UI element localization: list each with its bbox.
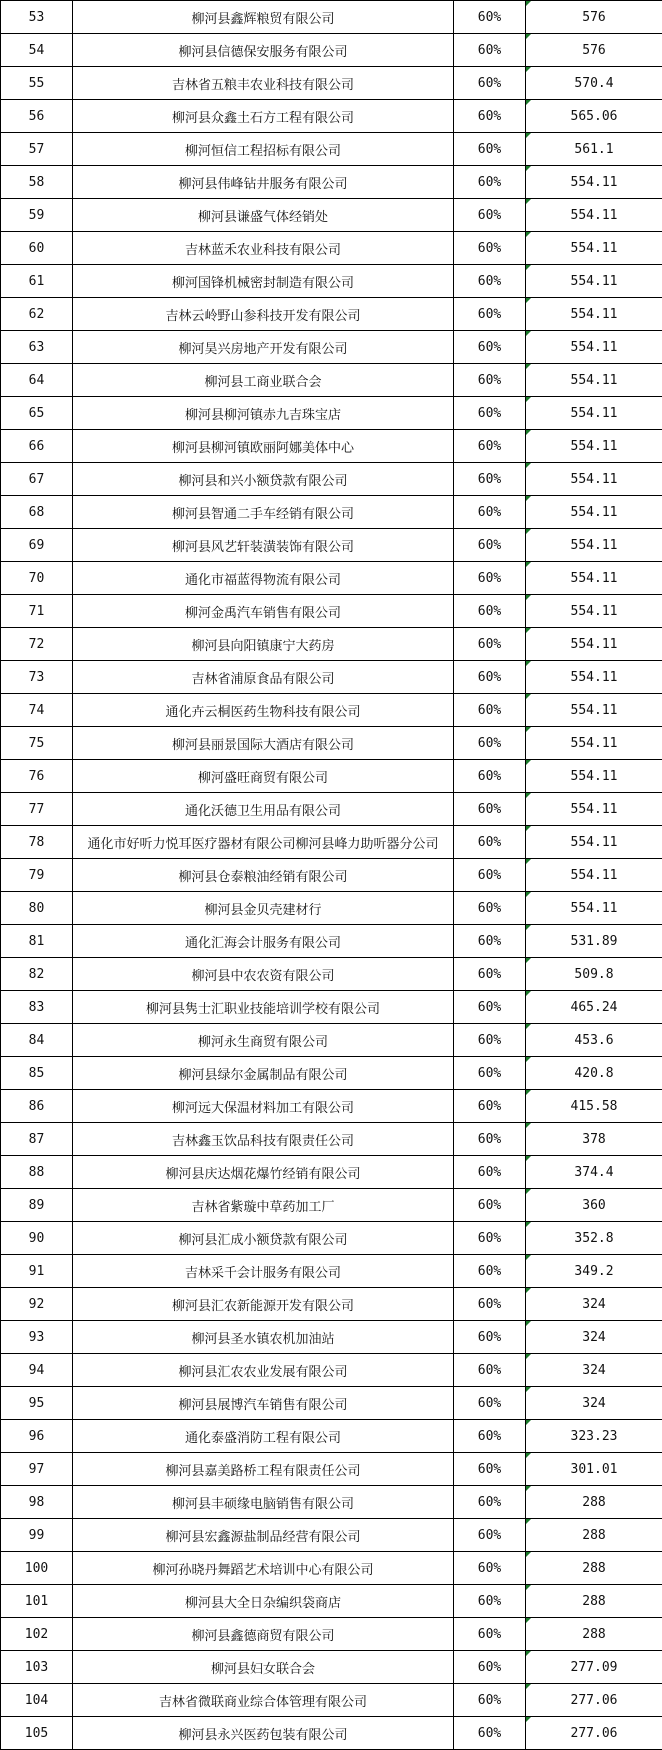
amount-cell: 565.06: [526, 100, 662, 133]
company-name-cell: 通化沃德卫生用品有限公司: [73, 793, 454, 826]
percentage-cell: 60%: [454, 1552, 526, 1585]
table-row: [1, 1618, 662, 1651]
company-name-cell: 柳河县向阳镇康宁大药房: [73, 628, 454, 661]
row-number-cell: 63: [1, 331, 73, 364]
percentage-cell: 60%: [454, 1651, 526, 1684]
percentage-cell: 60%: [454, 298, 526, 331]
row-number-cell: 90: [1, 1222, 73, 1255]
company-name-cell: 吉林省浦原食品有限公司: [73, 661, 454, 694]
percentage-cell: 60%: [454, 1288, 526, 1321]
row-number-cell: 86: [1, 1090, 73, 1123]
row-number-cell: 65: [1, 397, 73, 430]
row-number-cell: 73: [1, 661, 73, 694]
table-row: [1, 1, 662, 34]
row-number-cell: 74: [1, 694, 73, 727]
row-number-cell: 67: [1, 463, 73, 496]
percentage-cell: 60%: [454, 925, 526, 958]
table-row: [1, 793, 662, 826]
amount-cell: 554.11: [526, 298, 662, 331]
amount-cell: 576: [526, 1, 662, 34]
company-name-cell: 柳河县庆达烟花爆竹经销有限公司: [73, 1156, 454, 1189]
company-name-cell: 柳河县丽景国际大酒店有限公司: [73, 727, 454, 760]
percentage-cell: 60%: [454, 496, 526, 529]
amount-cell: 554.11: [526, 793, 662, 826]
amount-cell: 420.8: [526, 1057, 662, 1090]
amount-cell: 509.8: [526, 958, 662, 991]
percentage-cell: 60%: [454, 1420, 526, 1453]
amount-cell: 277.06: [526, 1717, 662, 1750]
table-row: [1, 1090, 662, 1123]
company-name-cell: 柳河县信德保安服务有限公司: [73, 34, 454, 67]
company-name-cell: 吉林省紫璇中草药加工厂: [73, 1189, 454, 1222]
percentage-cell: 60%: [454, 1090, 526, 1123]
percentage-cell: 60%: [454, 1717, 526, 1750]
company-name-cell: 柳河县仓泰粮油经销有限公司: [73, 859, 454, 892]
company-name-cell: 柳河县嘉美路桥工程有限责任公司: [73, 1453, 454, 1486]
row-number-cell: 78: [1, 826, 73, 859]
percentage-cell: 60%: [454, 1123, 526, 1156]
row-number-cell: 87: [1, 1123, 73, 1156]
percentage-cell: 60%: [454, 595, 526, 628]
amount-cell: 374.4: [526, 1156, 662, 1189]
company-name-cell: 柳河县伟峰钻井服务有限公司: [73, 166, 454, 199]
percentage-cell: 60%: [454, 760, 526, 793]
percentage-cell: 60%: [454, 991, 526, 1024]
row-number-cell: 62: [1, 298, 73, 331]
amount-cell: 453.6: [526, 1024, 662, 1057]
table-row: [1, 1156, 662, 1189]
company-name-cell: 通化汇海会计服务有限公司: [73, 925, 454, 958]
percentage-cell: 60%: [454, 364, 526, 397]
row-number-cell: 76: [1, 760, 73, 793]
amount-cell: 576: [526, 34, 662, 67]
amount-cell: 554.11: [526, 496, 662, 529]
percentage-cell: 60%: [454, 1486, 526, 1519]
percentage-cell: 60%: [454, 727, 526, 760]
row-number-cell: 59: [1, 199, 73, 232]
table-row: [1, 133, 662, 166]
table-row: [1, 826, 662, 859]
amount-cell: 554.11: [526, 232, 662, 265]
row-number-cell: 81: [1, 925, 73, 958]
amount-cell: 554.11: [526, 463, 662, 496]
table-row: [1, 1552, 662, 1585]
amount-cell: 378: [526, 1123, 662, 1156]
percentage-cell: 60%: [454, 1387, 526, 1420]
row-number-cell: 85: [1, 1057, 73, 1090]
table-row: [1, 694, 662, 727]
percentage-cell: 60%: [454, 133, 526, 166]
amount-cell: 554.11: [526, 661, 662, 694]
company-name-cell: 吉林鑫玉饮品科技有限责任公司: [73, 1123, 454, 1156]
row-number-cell: 75: [1, 727, 73, 760]
table-row: [1, 925, 662, 958]
amount-cell: 554.11: [526, 265, 662, 298]
company-name-cell: 通化市福蓝得物流有限公司: [73, 562, 454, 595]
percentage-cell: 60%: [454, 67, 526, 100]
row-number-cell: 58: [1, 166, 73, 199]
percentage-cell: 60%: [454, 265, 526, 298]
table-row: [1, 1519, 662, 1552]
amount-cell: 554.11: [526, 364, 662, 397]
company-name-cell: 柳河县丰硕缘电脑销售有限公司: [73, 1486, 454, 1519]
company-name-cell: 通化卉云桐医药生物科技有限公司: [73, 694, 454, 727]
table-row: [1, 100, 662, 133]
company-name-cell: 柳河县汇成小额贷款有限公司: [73, 1222, 454, 1255]
amount-cell: 554.11: [526, 430, 662, 463]
table-row: [1, 1585, 662, 1618]
company-name-cell: 柳河县谦盛气体经销处: [73, 199, 454, 232]
company-name-cell: 柳河县大全日杂编织袋商店: [73, 1585, 454, 1618]
company-name-cell: 柳河盛旺商贸有限公司: [73, 760, 454, 793]
table-row: [1, 1321, 662, 1354]
row-number-cell: 60: [1, 232, 73, 265]
row-number-cell: 99: [1, 1519, 73, 1552]
company-name-cell: 柳河县风艺轩装潢装饰有限公司: [73, 529, 454, 562]
company-name-cell: 柳河县柳河镇赤九吉珠宝店: [73, 397, 454, 430]
company-name-cell: 柳河孙晓丹舞蹈艺术培训中心有限公司: [73, 1552, 454, 1585]
amount-cell: 277.06: [526, 1684, 662, 1717]
percentage-cell: 60%: [454, 1156, 526, 1189]
company-name-cell: 吉林省微联商业综合体管理有限公司: [73, 1684, 454, 1717]
percentage-cell: 60%: [454, 199, 526, 232]
percentage-cell: 60%: [454, 430, 526, 463]
percentage-cell: 60%: [454, 1585, 526, 1618]
row-number-cell: 69: [1, 529, 73, 562]
amount-cell: 554.11: [526, 199, 662, 232]
amount-cell: 301.01: [526, 1453, 662, 1486]
amount-cell: 288: [526, 1552, 662, 1585]
row-number-cell: 70: [1, 562, 73, 595]
amount-cell: 561.1: [526, 133, 662, 166]
row-number-cell: 54: [1, 34, 73, 67]
amount-cell: 288: [526, 1486, 662, 1519]
percentage-cell: 60%: [454, 100, 526, 133]
percentage-cell: 60%: [454, 1, 526, 34]
company-name-cell: 吉林采千会计服务有限公司: [73, 1255, 454, 1288]
percentage-cell: 60%: [454, 1684, 526, 1717]
company-name-cell: 柳河县中农农资有限公司: [73, 958, 454, 991]
row-number-cell: 53: [1, 1, 73, 34]
company-name-cell: 柳河县隽士汇职业技能培训学校有限公司: [73, 991, 454, 1024]
company-name-cell: 柳河县众鑫土石方工程有限公司: [73, 100, 454, 133]
amount-cell: 554.11: [526, 892, 662, 925]
percentage-cell: 60%: [454, 661, 526, 694]
table-row: [1, 1222, 662, 1255]
company-name-cell: 柳河县绿尔金属制品有限公司: [73, 1057, 454, 1090]
amount-cell: 554.11: [526, 628, 662, 661]
company-name-cell: 柳河昊兴房地产开发有限公司: [73, 331, 454, 364]
percentage-cell: 60%: [454, 1321, 526, 1354]
amount-cell: 288: [526, 1618, 662, 1651]
percentage-cell: 60%: [454, 166, 526, 199]
table-row: [1, 1057, 662, 1090]
table-row: [1, 1354, 662, 1387]
table-row: [1, 1717, 662, 1750]
row-number-cell: 66: [1, 430, 73, 463]
amount-cell: 570.4: [526, 67, 662, 100]
percentage-cell: 60%: [454, 1222, 526, 1255]
percentage-cell: 60%: [454, 1519, 526, 1552]
percentage-cell: 60%: [454, 397, 526, 430]
row-number-cell: 88: [1, 1156, 73, 1189]
table-row: [1, 1189, 662, 1222]
row-number-cell: 71: [1, 595, 73, 628]
percentage-cell: 60%: [454, 34, 526, 67]
amount-cell: 554.11: [526, 331, 662, 364]
company-name-cell: 柳河县汇农新能源开发有限公司: [73, 1288, 454, 1321]
table-row: [1, 562, 662, 595]
company-name-cell: 柳河县妇女联合会: [73, 1651, 454, 1684]
table-row: [1, 232, 662, 265]
row-number-cell: 64: [1, 364, 73, 397]
table-row: [1, 364, 662, 397]
table-row: [1, 1288, 662, 1321]
table-row: [1, 199, 662, 232]
amount-cell: 531.89: [526, 925, 662, 958]
row-number-cell: 83: [1, 991, 73, 1024]
row-number-cell: 100: [1, 1552, 73, 1585]
company-name-cell: 柳河县金贝壳建材行: [73, 892, 454, 925]
percentage-cell: 60%: [454, 1024, 526, 1057]
percentage-cell: 60%: [454, 859, 526, 892]
table-row: [1, 892, 662, 925]
row-number-cell: 89: [1, 1189, 73, 1222]
row-number-cell: 84: [1, 1024, 73, 1057]
table-row: [1, 397, 662, 430]
table-row: [1, 1684, 662, 1717]
table-row: [1, 529, 662, 562]
table-row: [1, 1387, 662, 1420]
amount-cell: 288: [526, 1519, 662, 1552]
percentage-cell: 60%: [454, 958, 526, 991]
amount-cell: 554.11: [526, 562, 662, 595]
company-name-cell: 柳河县鑫德商贸有限公司: [73, 1618, 454, 1651]
row-number-cell: 82: [1, 958, 73, 991]
amount-cell: 554.11: [526, 859, 662, 892]
table-row: [1, 859, 662, 892]
amount-cell: 349.2: [526, 1255, 662, 1288]
table-row: [1, 331, 662, 364]
row-number-cell: 93: [1, 1321, 73, 1354]
company-name-cell: 柳河县圣水镇农机加油站: [73, 1321, 454, 1354]
row-number-cell: 55: [1, 67, 73, 100]
percentage-cell: 60%: [454, 463, 526, 496]
table-body: [1, 1, 662, 1750]
amount-cell: 415.58: [526, 1090, 662, 1123]
company-name-cell: 柳河县智通二手车经销有限公司: [73, 496, 454, 529]
table-row: [1, 595, 662, 628]
company-name-cell: 柳河远大保温材料加工有限公司: [73, 1090, 454, 1123]
amount-cell: 360: [526, 1189, 662, 1222]
company-name-cell: 柳河县汇农农业发展有限公司: [73, 1354, 454, 1387]
company-name-cell: 通化市好听力悦耳医疗器材有限公司柳河县峰力助听器分公司: [73, 826, 454, 859]
amount-cell: 554.11: [526, 397, 662, 430]
amount-cell: 554.11: [526, 727, 662, 760]
row-number-cell: 94: [1, 1354, 73, 1387]
company-name-cell: 柳河县展博汽车销售有限公司: [73, 1387, 454, 1420]
table-row: [1, 1486, 662, 1519]
company-name-cell: 柳河县工商业联合会: [73, 364, 454, 397]
row-number-cell: 96: [1, 1420, 73, 1453]
table-row: [1, 265, 662, 298]
percentage-cell: 60%: [454, 1255, 526, 1288]
company-name-cell: 柳河国锋机械密封制造有限公司: [73, 265, 454, 298]
percentage-cell: 60%: [454, 694, 526, 727]
table-row: [1, 1255, 662, 1288]
company-name-cell: 吉林省五粮丰农业科技有限公司: [73, 67, 454, 100]
row-number-cell: 97: [1, 1453, 73, 1486]
amount-cell: 324: [526, 1387, 662, 1420]
company-name-cell: 柳河县鑫辉粮贸有限公司: [73, 1, 454, 34]
row-number-cell: 91: [1, 1255, 73, 1288]
percentage-cell: 60%: [454, 232, 526, 265]
row-number-cell: 57: [1, 133, 73, 166]
amount-cell: 554.11: [526, 694, 662, 727]
amount-cell: 465.24: [526, 991, 662, 1024]
row-number-cell: 101: [1, 1585, 73, 1618]
row-number-cell: 103: [1, 1651, 73, 1684]
company-name-cell: 吉林蓝禾农业科技有限公司: [73, 232, 454, 265]
table-row: [1, 1651, 662, 1684]
row-number-cell: 72: [1, 628, 73, 661]
row-number-cell: 92: [1, 1288, 73, 1321]
table-row: [1, 34, 662, 67]
company-name-cell: 柳河恒信工程招标有限公司: [73, 133, 454, 166]
table-row: [1, 298, 662, 331]
percentage-cell: 60%: [454, 1057, 526, 1090]
amount-cell: 288: [526, 1585, 662, 1618]
row-number-cell: 80: [1, 892, 73, 925]
percentage-cell: 60%: [454, 562, 526, 595]
row-number-cell: 68: [1, 496, 73, 529]
amount-cell: 324: [526, 1321, 662, 1354]
amount-cell: 554.11: [526, 166, 662, 199]
percentage-cell: 60%: [454, 628, 526, 661]
company-name-cell: 柳河县柳河镇欧丽阿娜美体中心: [73, 430, 454, 463]
table-row: [1, 991, 662, 1024]
table-row: [1, 661, 662, 694]
percentage-cell: 60%: [454, 1189, 526, 1222]
table-row: [1, 1024, 662, 1057]
table-row: [1, 958, 662, 991]
amount-cell: 324: [526, 1288, 662, 1321]
table-row: [1, 727, 662, 760]
table-row: [1, 1123, 662, 1156]
amount-cell: 352.8: [526, 1222, 662, 1255]
percentage-cell: 60%: [454, 793, 526, 826]
company-name-cell: 吉林云岭野山参科技开发有限公司: [73, 298, 454, 331]
percentage-cell: 60%: [454, 529, 526, 562]
row-number-cell: 95: [1, 1387, 73, 1420]
company-name-cell: 通化泰盛消防工程有限公司: [73, 1420, 454, 1453]
amount-cell: 554.11: [526, 760, 662, 793]
company-name-cell: 柳河永生商贸有限公司: [73, 1024, 454, 1057]
amount-cell: 554.11: [526, 826, 662, 859]
table-row: [1, 430, 662, 463]
company-name-cell: 柳河县和兴小额贷款有限公司: [73, 463, 454, 496]
table-row: [1, 1453, 662, 1486]
row-number-cell: 98: [1, 1486, 73, 1519]
amount-cell: 324: [526, 1354, 662, 1387]
row-number-cell: 79: [1, 859, 73, 892]
amount-cell: 554.11: [526, 529, 662, 562]
percentage-cell: 60%: [454, 1354, 526, 1387]
table-row: [1, 166, 662, 199]
row-number-cell: 56: [1, 100, 73, 133]
company-name-cell: 柳河县永兴医药包装有限公司: [73, 1717, 454, 1750]
table-row: [1, 67, 662, 100]
table-row: [1, 760, 662, 793]
table-row: [1, 496, 662, 529]
row-number-cell: 104: [1, 1684, 73, 1717]
percentage-cell: 60%: [454, 1618, 526, 1651]
company-name-cell: 柳河金禹汽车销售有限公司: [73, 595, 454, 628]
row-number-cell: 102: [1, 1618, 73, 1651]
percentage-cell: 60%: [454, 331, 526, 364]
row-number-cell: 61: [1, 265, 73, 298]
table-row: [1, 628, 662, 661]
amount-cell: 323.23: [526, 1420, 662, 1453]
percentage-cell: 60%: [454, 1453, 526, 1486]
row-number-cell: 77: [1, 793, 73, 826]
table-row: [1, 1420, 662, 1453]
company-name-cell: 柳河县宏鑫源盐制品经营有限公司: [73, 1519, 454, 1552]
row-number-cell: 105: [1, 1717, 73, 1750]
percentage-cell: 60%: [454, 826, 526, 859]
amount-cell: 554.11: [526, 595, 662, 628]
percentage-cell: 60%: [454, 892, 526, 925]
table-row: [1, 463, 662, 496]
amount-cell: 277.09: [526, 1651, 662, 1684]
